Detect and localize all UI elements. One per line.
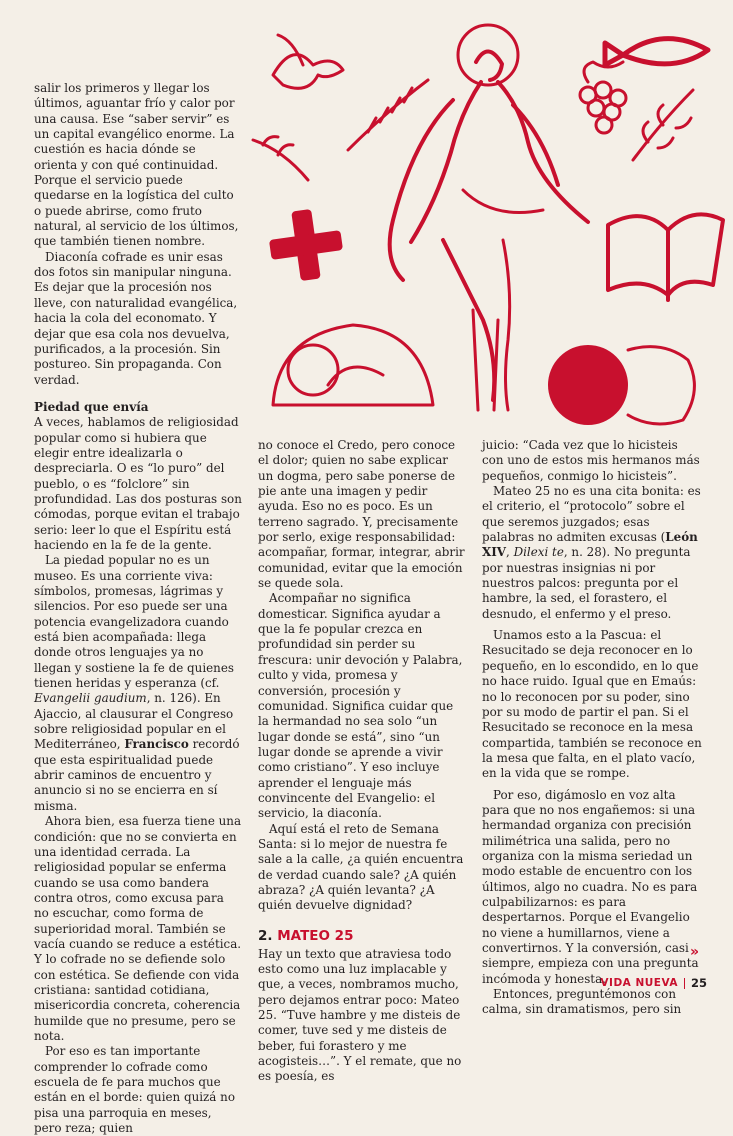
text-run: , n. 126). En Ajaccio, al clausurar el Congreso sobre religiosidad popular en el Mediterráneo, bbox=[34, 691, 234, 752]
paragraph: A veces, hablamos de religiosidad popular como si hubiera que elegir entre idealizarla o despreciarla. O es “lo puro” del pueblo, o es “folclore” sin profundidad. Las dos posturas son cómodas, porque evitan el trabajo serio: leer lo que el Espíritu está haciendo en la fe de la gente. bbox=[34, 415, 242, 552]
empty-tomb-icon bbox=[273, 325, 433, 405]
text-run: Mateo 25 no es una cita bonita: es el criterio, el “protocolo” sobre el que seremos juzgados; esas palabras no admiten excusas ( bbox=[482, 484, 701, 545]
column-2 bbox=[258, 438, 466, 1085]
person-name: Francisco bbox=[124, 737, 189, 752]
open-book-icon bbox=[608, 214, 723, 300]
branch-icon bbox=[253, 137, 308, 180]
text-run: , n. 28). No pregunta por nuestras insignias ni por nuestros palcos: pregunta por el hambre, la sed, el forastero, el desnudo, el enfermo y el preso. bbox=[482, 545, 691, 621]
paragraph: Diaconía cofrade es unir esas dos fotos sin manipular ninguna. Es dejar que la procesión nos lleve, con naturalidad evangélica, hacia la cola del economato. Y dejar que esa cola nos devuelva, purificados, a la procesión. Sin postureo. Sin propaganda. Con verdad. bbox=[34, 249, 238, 387]
paragraph bbox=[482, 484, 702, 622]
olive-branch-icon bbox=[633, 90, 693, 160]
section-title: MATEO 25 bbox=[277, 927, 354, 944]
column-3 bbox=[482, 438, 702, 1018]
dove-icon bbox=[273, 35, 343, 88]
paragraph: salir los primeros y llegar los últimos, aguantar frío y calor por una causa. Ese “saber servir” es un capital evangélico enorme. La cuestión es hacia dónde se orienta y con qué continuidad. Porque el servicio puede quedarse en la logística del culto o puede abrirse, como fruto natural, al servicio de los últimos, que también tienen nombre. bbox=[34, 81, 239, 249]
paragraph: Hay un texto que atraviesa todo esto como una luz implacable y que, a veces, nombramos mucho, pero dejamos entrar poco: Mateo 25. “Tuve hambre y me disteis de comer, tuve sed y me disteis de beber, fui forastero y me acogisteis…”. Y el remate, que no es poesía, es bbox=[258, 946, 462, 1084]
fish-icon bbox=[605, 39, 708, 65]
magazine-brand: VIDA NUEVA bbox=[600, 977, 678, 989]
text-run: recordó que esta espiritualidad puede abrir caminos de encuentro y anuncio si no se encierra en sí misma. bbox=[34, 737, 240, 813]
bread-icon bbox=[548, 345, 628, 425]
paragraph: Por eso, digámoslo en voz alta para que no nos engañemos: si una hermandad organiza con precisión milimétrica una salida, pero no organiza con la misma seriedad un modo estable de encuentro con los últimos, algo no cuadra. No es para culpabilizarnos: es para despertarnos. Porque el Evangelio no viene a humillarnos, viene a convertirnos. Y la conversión, casi siempre, empieza con una pregunta incómoda y honesta. bbox=[482, 787, 699, 986]
text-run: , bbox=[506, 545, 514, 560]
section-heading bbox=[258, 928, 466, 945]
section-heading: Piedad que envía bbox=[34, 399, 149, 414]
paragraph: Entonces, preguntémonos con calma, sin dramatismos, pero sin bbox=[482, 987, 682, 1017]
person-name: León XIV bbox=[482, 530, 698, 560]
grapes-icon bbox=[580, 62, 626, 133]
paragraph bbox=[34, 553, 242, 814]
page-number: 25 bbox=[690, 976, 707, 990]
paragraph: Unamos esto a la Pascua: el Resucitado se deja reconocer en lo pequeño, en lo escondido, en lo que no hace ruido. Igual que en Emaús: no lo reconocen por su poder, sino por su modo de partir el pan. Si el Resucitado se reconoce en la mesa compartida, también se reconoce en la mesa que falta, en el plato vacío, en la vida que se rompe. bbox=[482, 628, 702, 781]
section-number: 2. bbox=[258, 927, 273, 944]
column-1 bbox=[34, 81, 242, 1136]
paragraph: no conoce el Credo, pero conoce el dolor; quien no sabe explicar un dogma, pero sabe ponerse de pie ante una imagen y pedir ayuda. Eso no es poco. Es un terreno sagrado. Y, precisamente por serlo, exige responsabilidad: acompañar, formar, integrar, abrir comunidad, evitar que la emoción se quede sola. bbox=[258, 438, 465, 591]
citation: Evangelii gaudium bbox=[34, 691, 147, 706]
continue-arrow-icon: » bbox=[690, 944, 700, 960]
paragraph: Acompañar no significa domesticar. Significa ayudar a que la fe popular crezca en profundidad sin perder su frescura: unir devoción y Palabra, culto y vida, promesa y conversión, procesión y comunidad. Significa cuidar que la hermandad no sea solo “un lugar donde se está”, sino “un lugar donde se aprende a vivir como cristiano”. Y eso incluye aprender el lenguaje más convincente del Evangelio: el servicio, la diaconía. bbox=[258, 591, 463, 821]
jar-icon bbox=[628, 347, 694, 424]
page-footer bbox=[600, 976, 707, 990]
footer-divider bbox=[684, 978, 685, 989]
paragraph: Por eso es tan importante comprender lo cofrade como escuela de fe para muchos que están en el borde: quien quizá no pisa una parroquia en meses, pero reza; quien bbox=[34, 1044, 235, 1136]
text-run: La piedad popular no es un museo. Es una corriente viva: símbolos, promesas, lágrimas y silencios. Por eso puede ser una potencia evangelizadora cuando está bien acompañada: llega donde otros lenguajes ya no llegan y sostiene la fe de quienes tienen heridas y esperanza (cf. bbox=[34, 553, 234, 691]
risen-christ-figure bbox=[390, 25, 588, 410]
paragraph: Ahora bien, esa fuerza tiene una condición: que no se convierta en una identidad cerrada. La religiosidad popular se enferma cuando se usa como bandera contra otros, como excusa para no escuchar, como forma de superioridad moral. También se vacía cuando se reduce a estética. Y lo cofrade no se defiende solo con estética. Se defiende con vida cristiana: santidad cotidiana, misericordia concreta, coherencia humilde que no presume, pero se nota. bbox=[34, 814, 242, 1043]
citation: Dilexi te bbox=[513, 545, 564, 560]
cross-icon bbox=[269, 209, 343, 281]
paragraph: Aquí está el reto de Semana Santa: si lo mejor de nuestra fe sale a la calle, ¿a quién encuentra de verdad cuando sale? ¿A quién abraza? ¿A quién levanta? ¿A quién devuelve dignidad? bbox=[258, 821, 464, 913]
paragraph: juicio: “Cada vez que lo hicisteis con uno de estos mis hermanos más pequeños, conmigo lo hicisteis”. bbox=[482, 438, 700, 483]
easter-illustration bbox=[248, 10, 733, 430]
wheat-icon bbox=[348, 80, 428, 150]
